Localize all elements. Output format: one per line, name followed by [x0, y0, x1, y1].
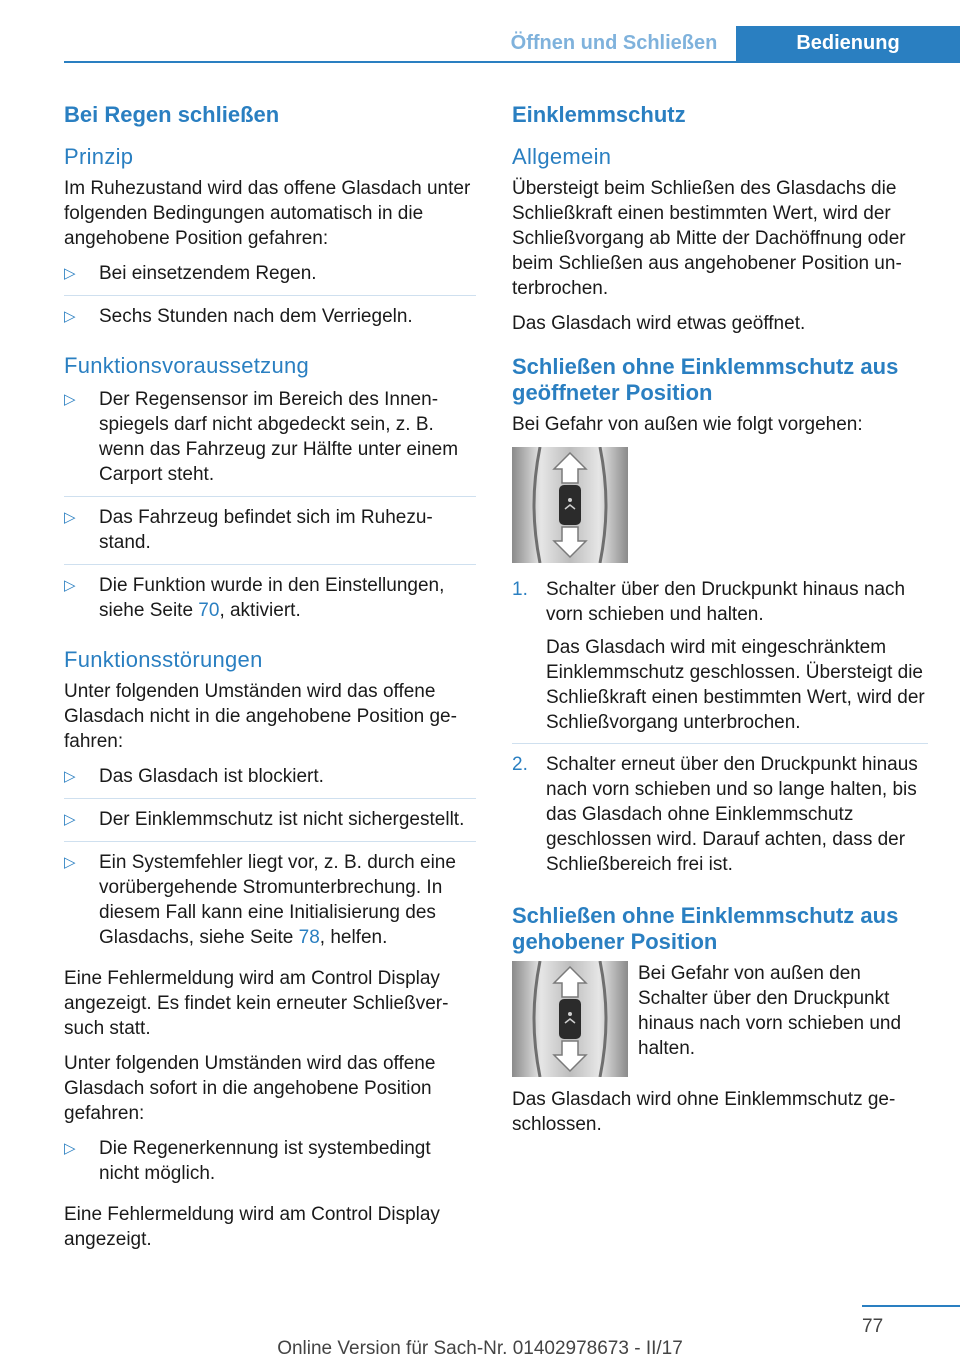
gehoben-text-1: Bei Gefahr von außen den Schalter über den Druckpunkt hinaus nach vorn schieben und halten.: [638, 963, 902, 1059]
stoerungen-text-4: Eine Fehlermeldung wird am Control Display angezeigt.: [64, 1204, 440, 1250]
page-number-rule: [862, 1305, 960, 1307]
list-item: ▷ Bei einsetzendem Regen.: [64, 261, 476, 296]
voraussetzung-list: [64, 387, 476, 629]
list-item: ▷ Die Regenerkennung ist systembedingt nicht möglich.: [64, 1138, 431, 1184]
triangle-bullet-icon: ▷: [64, 1140, 76, 1157]
step-1-text: Schalter über den Druckpunkt hinaus nach vorn schieben und halten.: [546, 579, 906, 625]
heading-prinzip: Prinzip: [64, 144, 134, 169]
step-item: [512, 577, 928, 744]
right-column: [512, 100, 928, 1147]
allgemein-text-2: Das Glasdach wird etwas geöffnet.: [512, 313, 806, 334]
list-item: ▷ Der Regensensor im Bereich des Innenspiegels darf nicht abgedeckt sein, z. B. wenn das Fahrzeug zur Hälfte unter einem Carport steht.: [64, 387, 476, 497]
heading-geoeffnet: Schließen ohne Einklemmschutz aus geöffneter Position: [512, 354, 899, 405]
step-item: [512, 752, 928, 885]
page-link-70[interactable]: 70: [198, 600, 220, 621]
page-number: 77: [862, 1316, 884, 1337]
stoerungen-list: [64, 764, 476, 956]
list-item: ▷ Das Glasdach ist blockiert.: [64, 764, 476, 799]
stoerungen-list-2: [64, 1136, 476, 1192]
step-number: 1.: [512, 579, 528, 600]
section-title-regen: Bei Regen schließen: [64, 102, 280, 127]
heading-allgemein: Allgemein: [512, 144, 612, 169]
stoerungen-text-2: Eine Fehlermeldung wird am Control Display angezeigt. Es findet kein erneuter Schließversuch statt.: [64, 968, 449, 1039]
footer-text: Online Version für Sach-Nr. 01402978673 - II/17: [277, 1338, 683, 1359]
triangle-bullet-icon: ▷: [64, 854, 76, 871]
stoerungen-text-3: Unter folgenden Umständen wird das offene Glasdach sofort in die angehobene Position gefahren:: [64, 1053, 436, 1124]
triangle-bullet-icon: ▷: [64, 811, 76, 828]
triangle-bullet-icon: ▷: [64, 577, 76, 594]
triangle-bullet-icon: ▷: [64, 768, 76, 785]
step-2-text: Schalter erneut über den Druckpunkt hinaus nach vorn schieben und so lange halten, bis das Glasdach ohne Einklemmschutz geschlossen wird. Darauf achten, dass der Schließbereich frei ist.: [546, 754, 918, 875]
heading-voraussetzung: Funktionsvoraussetzung: [64, 353, 310, 378]
section-tab: Öffnen und Schließen: [510, 32, 718, 54]
list-item: ▷ Ein Systemfehler liegt vor, z. B. durch eine vorübergehende Stromunterbrechung. In diesem Fall kann eine Initialisierung des Glasdachs, siehe Seite 78, helfen.: [64, 852, 456, 948]
roof-switch-icon: [512, 961, 628, 1077]
header-rule: [64, 61, 960, 63]
heading-stoerungen: Funktionsstörungen: [64, 647, 263, 672]
chapter-tab: Bedienung: [736, 26, 960, 61]
steps-list: [512, 577, 928, 885]
list-item: ▷ Das Fahrzeug befindet sich im Ruhezustand.: [64, 505, 476, 565]
triangle-bullet-icon: ▷: [64, 509, 76, 526]
list-item: ▷ Die Funktion wurde in den Einstellungen, siehe Seite 70, aktiviert.: [64, 575, 445, 621]
gehoben-text-2: Das Glasdach wird ohne Einklemmschutz geschlossen.: [512, 1089, 896, 1135]
geoeffnet-intro: Bei Gefahr von außen wie folgt vorgehen:: [512, 414, 863, 435]
step-1-detail: Das Glasdach wird mit eingeschränktem Einklemmschutz geschlossen. Übersteigt die Schließkraft einen bestimmten Wert, wird der Schließvorgang unterbrochen.: [546, 637, 925, 733]
switch-image-1: [512, 447, 928, 563]
prinzip-list: [64, 261, 476, 335]
stoerungen-text-1: Unter folgenden Umständen wird das offene Glasdach nicht in die angehobene Position gefahren:: [64, 681, 457, 752]
list-item: ▷ Sechs Stunden nach dem Verriegeln.: [64, 306, 413, 327]
left-column: [64, 100, 476, 1262]
triangle-bullet-icon: ▷: [64, 391, 76, 408]
roof-switch-icon: [512, 447, 628, 563]
triangle-bullet-icon: ▷: [64, 265, 76, 282]
prinzip-text: Im Ruhezustand wird das offene Glasdach unter folgenden Bedingungen automatisch in die angehobene Position gefahren:: [64, 178, 471, 249]
list-item: ▷ Der Einklemmschutz ist nicht sichergestellt.: [64, 807, 476, 842]
allgemein-text-1: Übersteigt beim Schließen des Glasdachs die Schließkraft einen bestimmten Wert, wird der Schließvorgang ab Mitte der Dachöffnung oder beim Schließen aus angehobener Position unterbrochen.: [512, 178, 906, 299]
section-title-einklemmschutz: Einklemmschutz: [512, 102, 686, 127]
page-link-78[interactable]: 78: [298, 927, 320, 948]
step-number: 2.: [512, 754, 528, 775]
triangle-bullet-icon: ▷: [64, 308, 76, 325]
heading-gehoben: Schließen ohne Einklemmschutz aus gehobener Position: [512, 903, 899, 954]
gehoben-block: [512, 961, 928, 1087]
